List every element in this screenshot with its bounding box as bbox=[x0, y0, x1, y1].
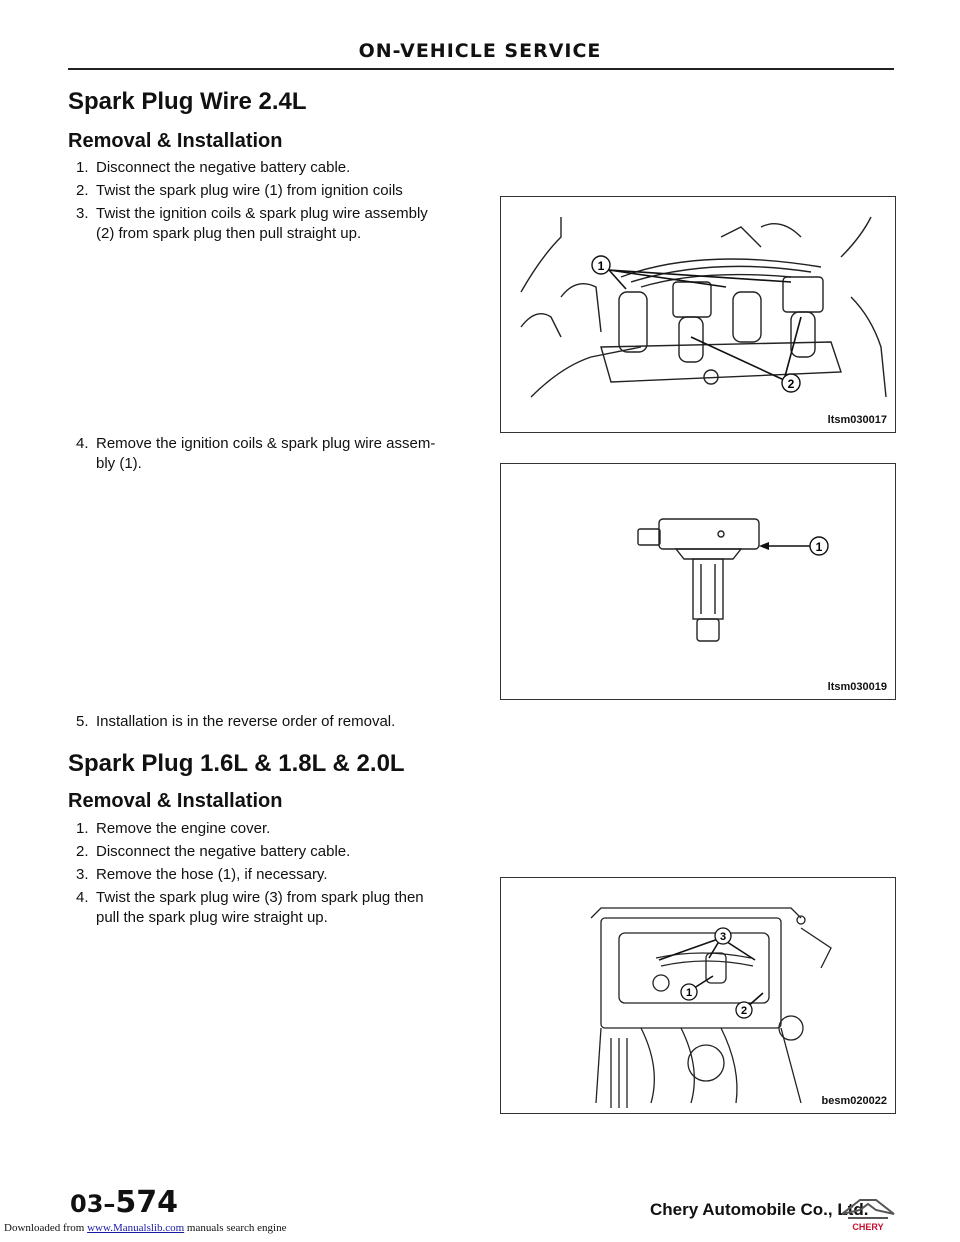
step-item bbox=[76, 819, 466, 839]
step-item bbox=[76, 842, 466, 862]
figure-single-coil bbox=[500, 463, 896, 700]
figure-code: ltsm030019 bbox=[827, 681, 887, 693]
engine-top-illustration bbox=[501, 878, 895, 1113]
step-item bbox=[76, 434, 466, 474]
step-text: Remove the hose (1), if necessary. bbox=[96, 866, 328, 883]
logo-text: CHERY bbox=[852, 1222, 884, 1232]
step-number: 1. bbox=[76, 159, 89, 176]
step-text: Twist the ignition coils & spark plug wire assembly bbox=[96, 205, 428, 222]
step-text: Disconnect the negative battery cable. bbox=[96, 159, 351, 176]
company-name: Chery Automobile Co., Ltd. bbox=[650, 1200, 869, 1219]
step-item bbox=[76, 158, 466, 178]
step-item bbox=[76, 865, 466, 885]
callout-label: 3 bbox=[719, 931, 727, 943]
figure-engine-spark-plugs bbox=[500, 877, 896, 1114]
section-subtitle: Removal & Installation bbox=[68, 130, 283, 152]
step-number: 2. bbox=[76, 182, 89, 199]
page-header-title: ON-VEHICLE SERVICE bbox=[358, 40, 602, 62]
step-number: 1. bbox=[76, 820, 89, 837]
figure-code: besm020022 bbox=[821, 1095, 887, 1107]
callout-label: 1 bbox=[685, 987, 693, 999]
step-text: Twist the spark plug wire (1) from ignition coils bbox=[96, 182, 403, 199]
manualslib-link[interactable]: www.Manualslib.com bbox=[87, 1222, 185, 1234]
chery-logo-icon bbox=[838, 1196, 898, 1232]
step-item bbox=[76, 181, 466, 201]
download-prefix: Downloaded from bbox=[4, 1222, 88, 1234]
page-number-prefix: 03– bbox=[70, 1190, 116, 1218]
step-number: 3. bbox=[76, 205, 89, 222]
chery-logo bbox=[838, 1196, 898, 1237]
step-text: Remove the engine cover. bbox=[96, 820, 271, 837]
step-item bbox=[76, 712, 466, 732]
step-text: Installation is in the reverse order of removal. bbox=[96, 713, 396, 730]
page-number-value: 574 bbox=[115, 1185, 179, 1220]
step-number: 3. bbox=[76, 866, 89, 883]
section-title: Spark Plug Wire 2.4L bbox=[68, 88, 307, 115]
step-text-continued: bly (1). bbox=[96, 455, 142, 472]
header-rule bbox=[68, 68, 894, 70]
engine-coil-illustration bbox=[501, 197, 895, 432]
download-notice bbox=[4, 1222, 286, 1234]
step-text-continued: (2) from spark plug then pull straight up. bbox=[96, 225, 362, 242]
step-text: Twist the spark plug wire (3) from spark plug then bbox=[96, 889, 424, 906]
step-number: 4. bbox=[76, 435, 89, 452]
step-number: 4. bbox=[76, 889, 89, 906]
step-text-continued: pull the spark plug wire straight up. bbox=[96, 909, 328, 926]
callout-label: 2 bbox=[787, 377, 795, 391]
figure-code: ltsm030017 bbox=[827, 414, 887, 426]
coil-illustration bbox=[501, 464, 895, 699]
step-item bbox=[76, 888, 466, 928]
figure-ignition-coils-engine bbox=[500, 196, 896, 433]
callout-label: 1 bbox=[815, 540, 823, 554]
callout-label: 1 bbox=[597, 259, 605, 273]
page-number bbox=[70, 1185, 178, 1220]
step-number: 2. bbox=[76, 843, 89, 860]
download-suffix: manuals search engine bbox=[184, 1222, 287, 1234]
step-number: 5. bbox=[76, 713, 89, 730]
section-subtitle: Removal & Installation bbox=[68, 790, 283, 812]
step-item bbox=[76, 204, 466, 244]
step-text: Remove the ignition coils & spark plug wire assem- bbox=[96, 435, 436, 452]
section-title: Spark Plug 1.6L & 1.8L & 2.0L bbox=[68, 750, 405, 777]
callout-label: 2 bbox=[740, 1005, 748, 1017]
step-text: Disconnect the negative battery cable. bbox=[96, 843, 351, 860]
